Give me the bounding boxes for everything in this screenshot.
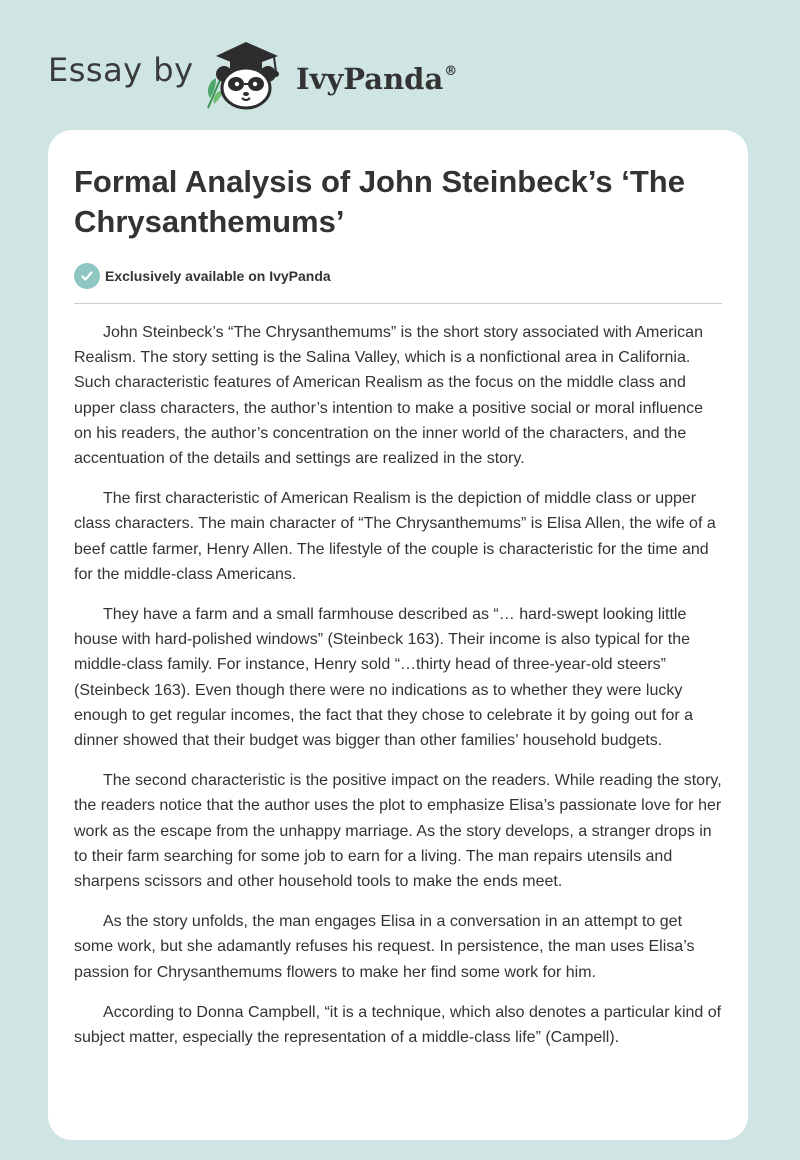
- panda-logo-icon[interactable]: [200, 34, 292, 110]
- exclusive-badge: [74, 263, 331, 289]
- brand-text: IvyPanda: [296, 62, 444, 96]
- essay-by-label: Essay by: [48, 51, 194, 89]
- essay-title: Formal Analysis of John Steinbeck’s ‘The Chrysanthemums’: [74, 164, 685, 239]
- brand-name[interactable]: [296, 52, 457, 99]
- paragraph: The second characteristic is the positive impact on the readers. While reading the story, the readers notice that the author uses the plot to emphasize Elisa’s passionate love for her work as the escape from the unhappy marriage. As the story develops, a stranger drops in to their farm searching for some job to earn for a living. The man repairs utensils and sharpens scissors and other household tools to make the ends meet.: [74, 772, 722, 891]
- exclusive-badge-label: Exclusively available on IvyPanda: [105, 268, 331, 284]
- paragraph: The first characteristic of American Realism is the depiction of middle class or upper class characters. The main character of “The Chrysanthemums” is Elisa Allen, the wife of a beef cattle farmer, Henry Allen. The lifestyle of the couple is characteristic for the time and for the middle-class Americans.: [74, 490, 716, 583]
- registered-mark: ®: [444, 64, 458, 79]
- essay-card: [48, 130, 748, 1140]
- paragraph: According to Donna Campbell, “it is a technique, which also denotes a particular kind of subject matter, especially the representation of a middle-class life” (Campell).: [74, 1003, 722, 1047]
- essay-body: [74, 320, 724, 1065]
- site-header: [0, 0, 800, 120]
- check-icon: [74, 263, 100, 289]
- divider: [74, 303, 722, 304]
- paragraph: As the story unfolds, the man engages Elisa in a conversation in an attempt to get some work, but she adamantly refuses his request. In persistence, the man uses Elisa’s passion for Chrysanthemums flowers to make her find some work for him.: [74, 913, 695, 981]
- paragraph: They have a farm and a small farmhouse described as “… hard-swept looking little house with hard-polished windows” (Steinbeck 163). Their income is also typical for the middle-class family. For instance, Henry sold “…thirty head of three-year-old steers” (Steinbeck 163). Even though there were no indications as to whether they were lucky enough to get regular incomes, the fact that they chose to celebrate it by going out for a dinner showed that their budget was bigger than other families’ household budgets.: [74, 606, 694, 750]
- paragraph: John Steinbeck’s “The Chrysanthemums” is the short story associated with American Realism. The story setting is the Salina Valley, which is a nonfictional area in California. Such characteristic features of American Realism as the focus on the middle class and upper class characters, the author’s intention to make a positive social or moral influence on his readers, the author’s concentration on the inner world of the characters, and the accentuation of the details and settings are realized in the story.: [74, 324, 704, 468]
